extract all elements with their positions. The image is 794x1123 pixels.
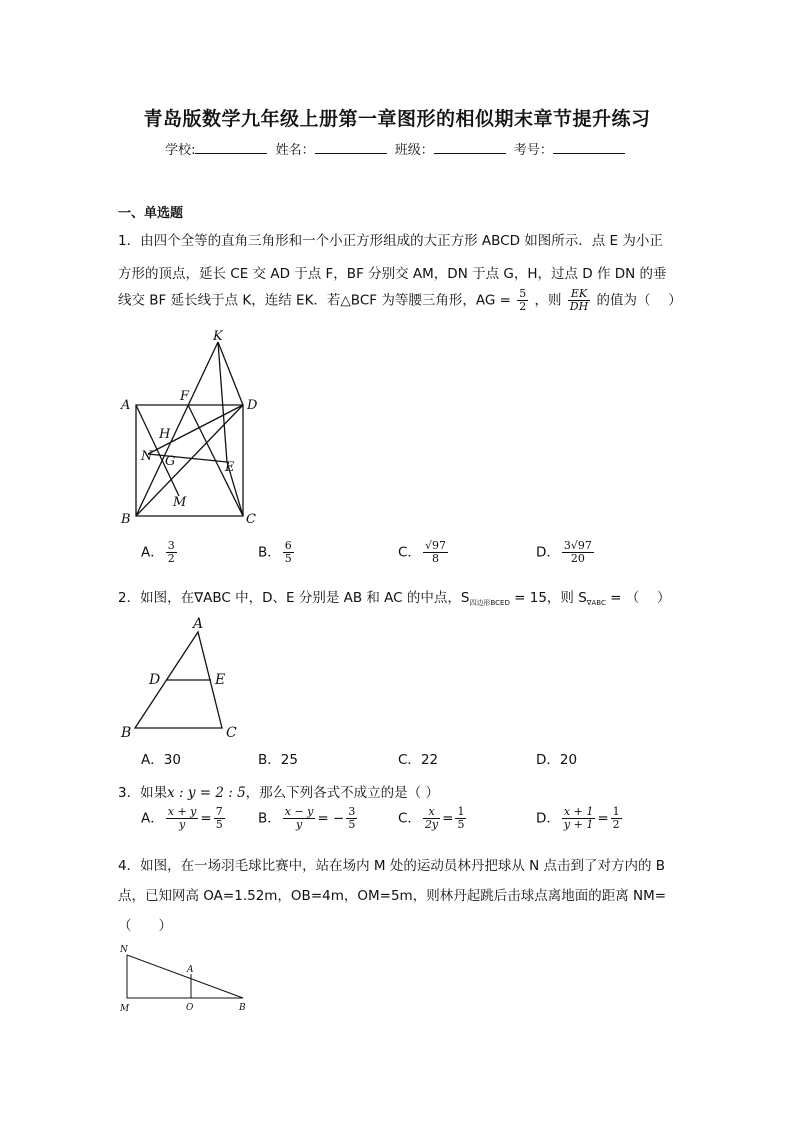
- label-a: A: [193, 616, 204, 632]
- q3-option-a[interactable]: A． $\frac{x + y}{y}$ = $\frac{7}{5}$: [141, 805, 223, 831]
- q2-option-c[interactable]: C．22: [398, 752, 439, 768]
- q2-line: 2．如图，在∇ABC 中，D、E 分别是 AB 和 AC 的中点，$S_{四边形BCED} = 15$，则 $S_{\nabla ABC}$ = （ ）: [118, 590, 671, 607]
- page-title: 青岛版数学九年级上册第一章图形的相似期末章节提升练习: [143, 108, 651, 130]
- label-c: C: [246, 512, 256, 527]
- q1-line3-b: ，则: [534, 292, 562, 309]
- q3-option-d[interactable]: D． $\frac{x + 1}{y + 1}$ = $\frac{1}{2}$: [536, 805, 620, 831]
- q2-option-b[interactable]: B．25: [258, 752, 298, 768]
- q4-figure: [115, 940, 255, 1020]
- segment-ne: [148, 454, 227, 462]
- ek-dh-fraction: $\frac{EK}{DH}$: [569, 287, 589, 313]
- student-info-line: [0, 139, 794, 158]
- label-a: A: [187, 965, 194, 975]
- label-b: B: [239, 1003, 246, 1013]
- name-label: 姓名：: [275, 143, 315, 158]
- label-k: K: [213, 330, 223, 344]
- label-a: A: [121, 398, 131, 413]
- q2-option-d[interactable]: D．20: [536, 752, 578, 768]
- label-n: N: [141, 449, 153, 464]
- class-blank[interactable]: [434, 141, 506, 154]
- ag-fraction: $\frac{5}{2}$: [519, 287, 527, 313]
- q1-option-a[interactable]: A． $\frac{3}{2}$: [141, 539, 175, 565]
- label-c: C: [226, 725, 237, 741]
- q1-line3-a: 线交 BF 延长线于点 K，连结 EK．若△BCF 为等腰三角形，AG =: [118, 292, 511, 309]
- exam-no-label: 考号：: [513, 143, 553, 158]
- name-blank[interactable]: [315, 141, 387, 154]
- label-h: H: [159, 427, 171, 442]
- label-d: D: [247, 398, 258, 413]
- q4-line1: 4．如图，在一场羽毛球比赛中，站在场内 M 处的运动员林丹把球从 N 点击到了对方内的 B: [118, 858, 666, 874]
- label-m: M: [173, 495, 187, 510]
- label-o: O: [186, 1003, 194, 1013]
- q1-figure: [115, 330, 265, 530]
- q3-option-b[interactable]: B． $\frac{x - y}{y}$ = − $\frac{3}{5}$: [258, 805, 356, 831]
- q4-line3: （ ）: [118, 918, 172, 934]
- q1-line1: 1．由四个全等的直角三角形和一个小正方形组成的大正方形 ABCD 如图所示．点 E 为小正: [118, 233, 663, 249]
- label-e: E: [215, 672, 226, 688]
- label-n: N: [120, 945, 128, 955]
- q2-option-a[interactable]: A．30: [141, 752, 181, 768]
- label-g: G: [165, 454, 176, 469]
- q1-line2: 方形的顶点，延长 CE 交 AD 于点 F，BF 分别交 AM，DN 于点 G，H，过点 D 作 DN 的垂: [118, 266, 667, 282]
- school-label: 学校:: [165, 143, 196, 158]
- section-title: 一、单选题: [118, 206, 184, 221]
- school-blank[interactable]: [195, 141, 267, 154]
- class-label: 班级：: [394, 143, 434, 158]
- exam-no-blank[interactable]: [553, 141, 625, 154]
- label-f: F: [180, 389, 190, 404]
- q1-option-c[interactable]: C． $\frac{√97}{8}$: [398, 539, 446, 565]
- q3-ratio: x : y = 2 : 5: [167, 785, 246, 801]
- q1-line3: [118, 288, 682, 313]
- q1-option-b[interactable]: B． $\frac{6}{5}$: [258, 539, 292, 565]
- label-b: B: [121, 512, 131, 527]
- q1-option-d[interactable]: D． $\frac{3√97}{20}$: [536, 539, 592, 565]
- label-m: M: [120, 1004, 130, 1014]
- q2-sub-triangle: ∇ABC: [586, 599, 606, 607]
- q2-sub-quadrilateral: 四边形BCED: [469, 599, 510, 607]
- q3-option-c[interactable]: C． $\frac{x}{2y}$ = $\frac{1}{5}$: [398, 805, 465, 831]
- q3-line: 3．如果x : y = 2 : 5，那么下列各式不成立的是（ ）: [118, 785, 439, 801]
- label-b: B: [121, 725, 132, 741]
- label-e: E: [225, 460, 235, 475]
- q1-line3-c: 的值为（ ）: [596, 292, 682, 309]
- label-d: D: [149, 672, 161, 688]
- segment-bk: [136, 342, 218, 516]
- q2-figure: [115, 612, 250, 742]
- triangle-nmb: [127, 955, 243, 998]
- q4-line2: 点，已知网高 OA=1.52m，OB=4m，OM=5m，则林丹起跳后击球点离地面的距离 NM=: [118, 888, 667, 904]
